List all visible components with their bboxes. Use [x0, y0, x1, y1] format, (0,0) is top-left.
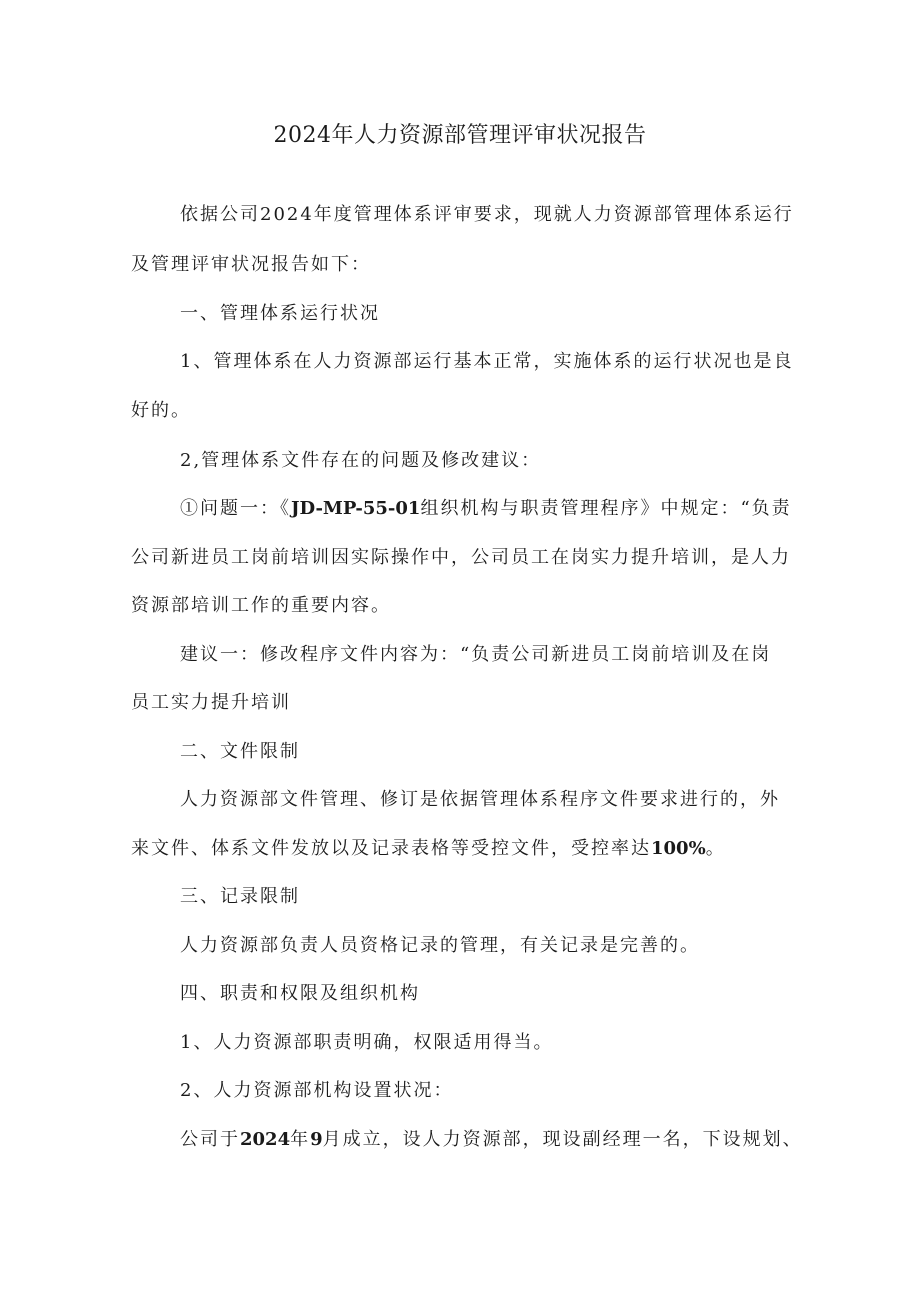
section-3-heading: 三、记录限制	[180, 886, 300, 907]
document-title: 2024年人力资源部管理评审状况报告	[273, 123, 647, 148]
section-1-heading: 一、管理体系运行状况	[180, 303, 380, 324]
section-3-paragraph: 人力资源部负责人员资格记录的管理，有关记录是完善的。	[180, 935, 700, 956]
founding-year: 2024	[240, 1129, 291, 1150]
issue-1-rest: 组织机构与职责管理程序》中规定：“负责	[420, 498, 792, 519]
section-2-heading: 二、文件限制	[180, 741, 300, 762]
section-1-item-2: 2,管理体系文件存在的问题及修改建议：	[180, 450, 542, 471]
section-4-item-1: 1、人力资源部职责明确，权限适用得当。	[180, 1032, 554, 1053]
section-4-paragraph	[0, 1126, 920, 1154]
suggestion-1-line-2: 员工实力提升培训	[131, 692, 291, 713]
issue-1-line-3: 资源部培训工作的重要内容。	[131, 595, 391, 616]
issue-1-prefix: ①问题一：《	[180, 498, 291, 519]
section-2-line-2	[0, 835, 920, 863]
section-2-line-2-end: 。	[705, 838, 726, 859]
issue-1-line-2: 公司新进员工岗前培训因实际操作中，公司员工在岗实力提升培训，是人力	[131, 547, 791, 568]
control-rate-value: 100%	[651, 838, 706, 859]
intro-line-2: 及管理评审状况报告如下：	[131, 254, 371, 275]
section-1-item-1-line-2: 好的。	[131, 400, 191, 421]
section-4-text-b: 年	[290, 1129, 311, 1150]
founding-month: 9	[310, 1129, 323, 1150]
section-2-line-2-text: 来文件、体系文件发放以及记录表格等受控文件，受控率达	[131, 838, 651, 859]
issue-1-line-1	[0, 495, 920, 523]
issue-1-doc-code: JD-MP-55-01	[291, 498, 421, 519]
section-1-item-1-line-1: 1、管理体系在人力资源部运行基本正常，实施体系的运行状况也是良	[180, 351, 794, 372]
section-2-line-1: 人力资源部文件管理、修订是依据管理体系程序文件要求进行的，外	[180, 789, 780, 810]
section-4-item-2: 2、人力资源部机构设置状况：	[180, 1080, 454, 1101]
section-4-text-c: 月成立，设人力资源部，现设副经理一名，下设规划、	[322, 1129, 803, 1150]
suggestion-1-line-1: 建议一：修改程序文件内容为：“负责公司新进员工岗前培训及在岗	[180, 644, 772, 665]
intro-line-1: 依据公司2024年度管理体系评审要求，现就人力资源部管理体系运行	[180, 204, 794, 225]
section-4-text-a: 公司于	[180, 1129, 240, 1150]
section-4-heading: 四、职责和权限及组织机构	[180, 983, 420, 1004]
